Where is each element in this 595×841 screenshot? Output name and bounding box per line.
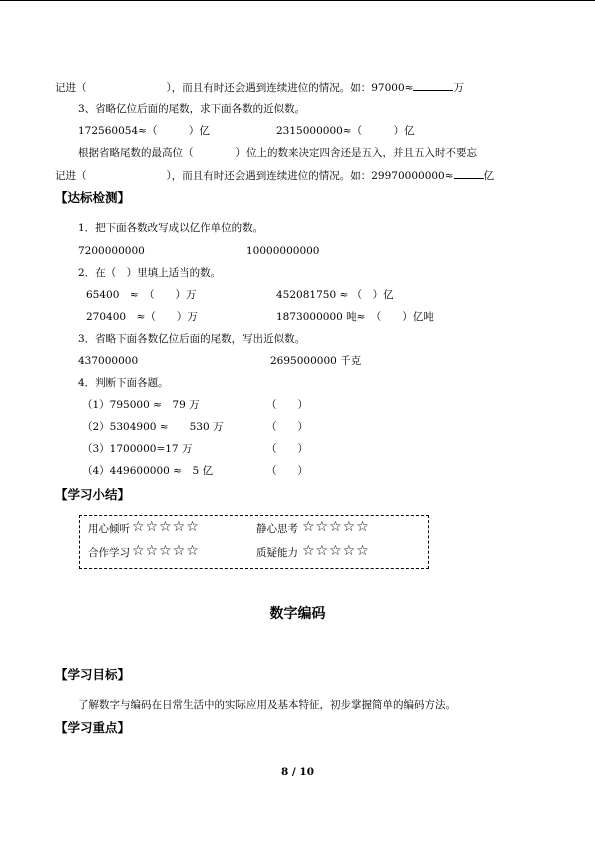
blank-97000 [413, 80, 453, 91]
row2-right: 1873000000 吨≈ （ ）亿吨 [276, 311, 434, 323]
goal-heading: 【学习目标】 [55, 667, 131, 682]
judge-2: （2）5304900 ≈ 530 万 [82, 421, 224, 433]
summary-heading: 【学习小结】 [55, 487, 131, 502]
dabiao-item2: 2．在（ ）里填上适当的数。 [78, 267, 222, 279]
line1-part-a: 记进（ [55, 82, 87, 94]
eval-question-label: 质疑能力 [256, 547, 298, 559]
row2-left: 270400 ≈（ ）万 [86, 311, 198, 323]
goal-text: 了解数字与编码在日常生活中的实际应用及基本特征，初步掌握简单的编码方法。 [78, 699, 456, 711]
judge-4-answer: （ ） [266, 465, 308, 477]
eval-think-label: 静心思考 [256, 523, 298, 535]
judge-3: （3）1700000=17 万 [82, 443, 193, 455]
eval-question-stars: ☆☆☆☆☆ [302, 543, 370, 559]
dabiao-heading: 【达标检测】 [55, 190, 131, 205]
eval-listen-label: 用心倾听 [88, 523, 130, 535]
judge-4: （4）449600000 ≈ 5 亿 [82, 465, 213, 477]
line1-part-b: ），而且有时还会遇到连续进位的情况。如：97000≈ [166, 82, 414, 94]
dabiao-item3: 3．省略下面各数亿位后面的尾数，写出近似数。 [78, 333, 306, 345]
judge-2-answer: （ ） [266, 421, 308, 433]
row1-left: 65400 ≈ （ ）万 [86, 289, 197, 301]
continuation-line-2 [55, 168, 494, 183]
line2-part-c: 亿 [483, 170, 495, 182]
header-rule [0, 0, 595, 1]
blank-2997 [454, 168, 484, 179]
eval-cooperate-label: 合作学习 [88, 547, 130, 559]
dabiao-item1: 1．把下面各数改写成以亿作单位的数。 [78, 222, 264, 234]
continuation-line-1 [55, 80, 464, 95]
key-heading: 【学习重点】 [55, 720, 131, 735]
dabiao-item4: 4．判断下面各题。 [78, 377, 169, 389]
eval-cooperate-stars: ☆☆☆☆☆ [132, 543, 200, 559]
eval-think-stars: ☆☆☆☆☆ [302, 519, 370, 535]
number-10000000000: 10000000000 [246, 245, 320, 257]
self-evaluation-box [79, 515, 429, 569]
line2-part-b: ），而且有时还会遇到连续进位的情况。如：29970000000≈ [166, 170, 454, 182]
number-7200000000: 7200000000 [78, 245, 145, 257]
item3-instruction: 3、省略亿位后面的尾数，求下面各数的近似数。 [78, 103, 306, 115]
eval-listen-stars: ☆☆☆☆☆ [132, 519, 200, 535]
number-2695000000: 2695000000 千克 [270, 355, 362, 367]
section-title: 数字编码 [269, 606, 326, 622]
line1-part-c: 万 [453, 82, 464, 94]
line2-part-a: 记进（ [55, 170, 87, 182]
number-437000000: 437000000 [78, 355, 139, 367]
rule-sentence: 根据省略尾数的最高位（ ）位上的数来决定四舍还是五入，并且五入时不要忘 [78, 147, 477, 159]
judge-1-answer: （ ） [266, 399, 308, 411]
judge-3-answer: （ ） [266, 443, 308, 455]
row1-right: 452081750 ≈ （ ）亿 [276, 289, 394, 301]
judge-1: （1）795000 ≈ 79 万 [82, 399, 200, 411]
q1-right: 2315000000≈（ ）亿 [276, 125, 415, 137]
page-number: 8 / 10 [280, 766, 315, 778]
q1-left: 172560054≈（ ）亿 [78, 125, 210, 137]
